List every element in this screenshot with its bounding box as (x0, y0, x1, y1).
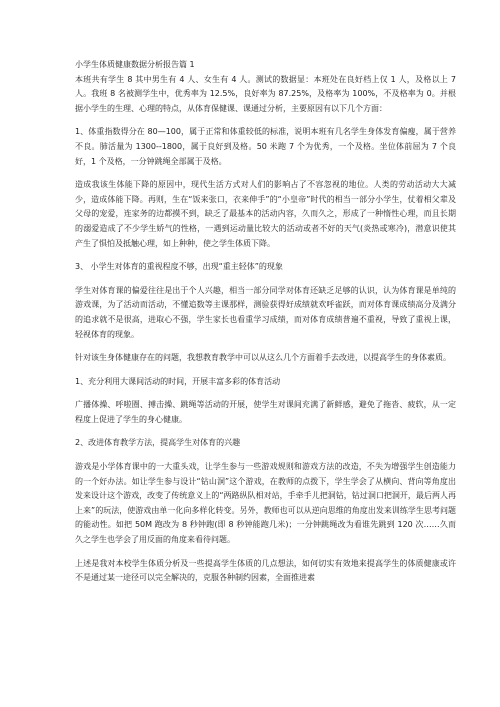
subheading-1: 1、充分利用大课间活动的时间，开展丰富多彩的体育活动 (75, 376, 281, 386)
paragraph-gap (75, 389, 456, 398)
closing-paragraph: 上述是我对本校学生体质分析及一些提高学生体质的几点想法，如何切实有效地来提高学生的体质健康或许不是通过某一途径可以完全解决的，克服各种制约因素，全面推进素 (75, 558, 456, 583)
body-paragraph-2: 造成我该生体能下降的原因中，现代生活方式对人们的影响占了不容忽视的地位。人类的劳动活动大大减少，造成体能下降。再则，生在“饭来张口，衣来伸手”的“小皇帝”时代的相当一部分小学生，仗着相父辈及父母的宠爱，连家务的边都摸不到，缺乏了最基本的活动内容，久而久之，形成了一种惰性心理，而且长期的溺爱造成了不少学生娇气的性格，一遇到运动量比较大的活动或者不好的天气(炎热或寒冷)，潜意识使其产生了惧怕及抵触心理，如上种种，使之学生体质下降。 (75, 180, 456, 248)
section-heading-3: 3、 小学生对体育的重视程度不够，出现“重主轻体”的现象 (75, 262, 283, 272)
body-paragraph-9: 游戏是小学体育课中的一大重头戏，让学生参与一些游戏规则和游戏方法的改造，不失为增强学生创造能力的一个好办法。如让学生参与设计“钻山洞”这个游戏，在教师的点拨下，学生学会了从横向、背向等角度出发来设计这个游戏，改变了传统意义上的“两路纵队相对站，手牵手儿把洞钻，钻过洞口把洞开，最后两人再上来”的玩法，使游戏由单一化向多样化转变。另外，教师也可以从逆向思维的角度出发来训练学生思考问题的能动性。如把 50M 跑改为 8 秒钟跑(即 8 秒钟能跑几米)；一分钟跳绳改为看谁先跳到 120 次……久而久之学生也学会了用反面的角度来看待问题。 (75, 462, 456, 545)
paragraph-gap (75, 548, 456, 557)
document-title: 小学生体质健康数据分析报告篇 1 (75, 60, 195, 69)
paragraph-gap (75, 116, 456, 125)
body-paragraph-4: 学生对体育课的偏爱往往是出于个人兴趣，相当一部分同学对体育还缺乏足够的认识，认为体育课是单纯的游戏课，为了活动而活动，不懂追数等主课那样，测验获得好成绩就欢呼雀跃，而对体育课成绩高分及满分的追求就不是很高，进取心不强，学生家长也看重学习成绩，而对体育成绩普遍不重视，导致了重视上课，轻视体育的现象。 (75, 285, 456, 339)
paragraph-gap (75, 451, 456, 460)
paragraph-gap (75, 169, 456, 178)
paragraph-gap (75, 275, 456, 284)
paragraph-gap (75, 427, 456, 436)
body-paragraph-5: 针对该生身体健康存在的问题，我想教育教学中可以从这么几个方面着手去改进，以提高学生的身体素质。 (75, 353, 451, 363)
paragraph-gap (75, 366, 456, 375)
paragraph-gap (75, 342, 456, 351)
paragraph-gap (75, 251, 456, 260)
body-paragraph-7: 广播体操、呼啦圈、搏击操、跳绳等活动的开展，使学生对课间充满了新鲜感，避免了拖沓、疲软，从一定程度上促进了学生的身心健康。 (75, 400, 456, 424)
subheading-2: 2、改进体育教学方法，提高学生对体育的兴趣 (75, 438, 241, 448)
body-paragraph-1: 1、体重指数得分在 80—100，属于正常和体重较低的标准，说明本班有几名学生身体发育偏瘦，属于营养不良。肺活量为 1300--1800，属于良好到及格。50 米跑 7 个为优秀，一个及格。坐位体前屈为 7 个良好，1 个及格，一分钟跳绳全部属于及格。 (75, 127, 456, 166)
intro-paragraph: 本班共有学生 8 其中男生有 4 人、女生有 4 人。测试的数据显：本班处在良好档上仅 1 人，及格以上 7 人。我班 8 名被测学生中，优秀率为 12.5%，良好率为 87.25%，及格率为 100%，不及格率为 0。并根据小学生的生理、心理的特点，从体育保健课、课通过分析，主要原因有以下几个方面： (75, 74, 456, 113)
